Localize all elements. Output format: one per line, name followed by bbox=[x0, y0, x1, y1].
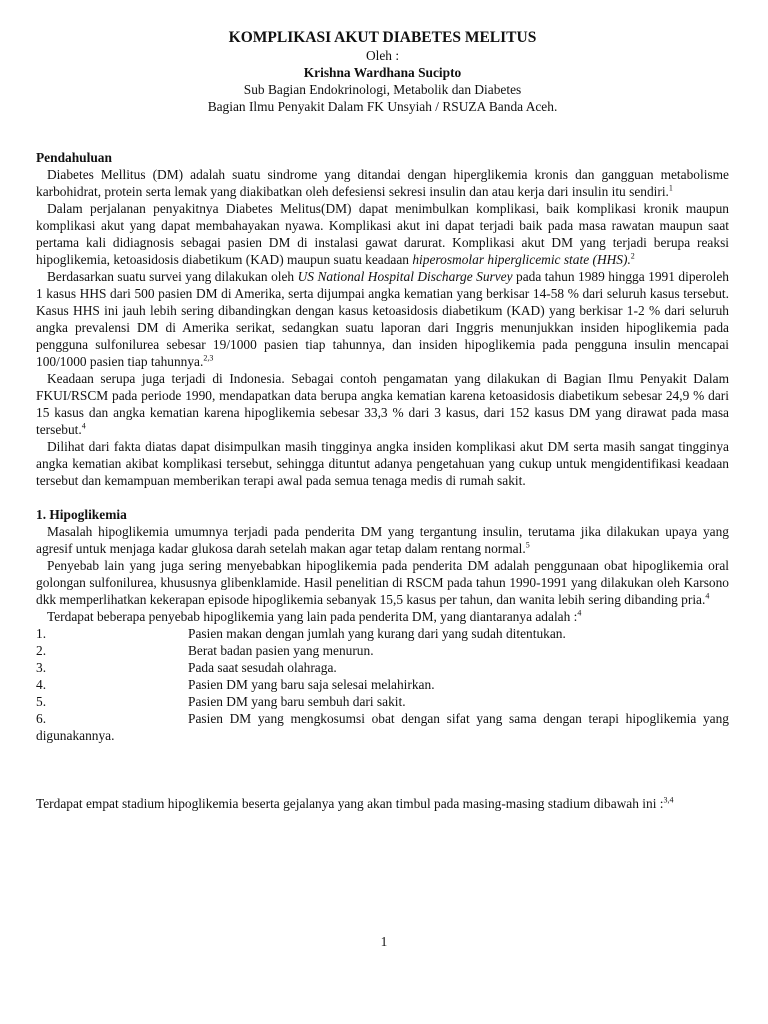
section-pendahuluan bbox=[36, 149, 729, 489]
reference-marker: 1 bbox=[668, 183, 673, 193]
paragraph: Keadaan serupa juga terjadi di Indonesia. Sebagai contoh pengamatan yang dilakukan di Bagian Ilmu Penyakit Dalam FKUI/RSCM pada periode 1990, mendapatkan data berupa angka kematian karena ketoasidosis diabetikum sebesar 24,9 % dari 15 kasus dan angka kematian karena hipoglikemia sebesar 33,3 % dari 3 kasus, dari 152 kasus DM yang dirawat pada masa tersebut.$^4$ bbox=[36, 371, 729, 437]
paragraph: Dilihat dari fakta diatas dapat disimpulkan masih tingginya angka insiden komplikasi akut DM serta masih sangat tingginya angka kematian akibat komplikasi tersebut, sehingga dituntut adanya pengetahuan yang cukup untuk mengidentifikasi keadaan tersebut dan kemampuan memberikan terapi awal pada semua tenaga medis di rumah sakit. bbox=[36, 439, 729, 488]
list-item: 3. Pada saat sesudah olahraga. bbox=[36, 660, 337, 675]
reference-marker: 5 bbox=[525, 540, 530, 550]
reference-marker: 4 bbox=[577, 608, 582, 618]
paragraph: Penyebab lain yang juga sering menyebabkan hipoglikemia pada penderita DM adalah penggunaan obat hipoglikemia oral golongan sulfonilurea, khususnya glibenklamide. Hasil penelitian di RSCM pada tahun 1990-1991 yang dilakukan oleh Karsono dkk memperlihatkan kekerapan episode hipoglikemia sebanyak 15,5 kasus per tahun, dan wanita lebih sering dibanding pria.$^4$ bbox=[36, 558, 729, 607]
section-heading: Pendahuluan bbox=[36, 150, 112, 165]
paragraph: Dalam perjalanan penyakitnya Diabetes Melitus(DM) dapat menimbulkan komplikasi, baik komplikasi kronik maupun komplikasi akut yang dapat membahayakan nyawa. Komplikasi akut ini dapat terjadi baik pada masa rawatan maupun saat pertama kali didiagnosis sebagai pasien DM di instalasi gawat darurat. Komplikasi akut DM yang terjadi berupa reaksi hipoglikemia, ketoasidosis diabetikum (KAD) maupun suatu keadaan hiperosmolar hiperglicemic state (HHS).$^2$ bbox=[36, 201, 729, 267]
affiliation-2: Bagian Ilmu Penyakit Dalam FK Unsyiah / RSUZA Banda Aceh. bbox=[207, 99, 558, 114]
list-item: 6. Pasien DM yang mengkosumsi obat dengan sifat yang sama dengan terapi hipoglikemia yang digunakannya. bbox=[36, 711, 729, 743]
list-item: 2. Berat badan pasien yang menurun. bbox=[36, 643, 374, 658]
document-header bbox=[36, 28, 729, 115]
document-page bbox=[36, 26, 729, 812]
cause-list bbox=[36, 625, 729, 744]
paragraph: Diabetes Mellitus (DM) adalah suatu sindrome yang ditandai dengan hiperglikemia kronis dan gangguan metabolisme karbohidrat, protein serta lemak yang diakibatkan oleh defesiensi sekresi insulin dan atau kerja dari insulin itu sendiri.$^1$ bbox=[36, 167, 729, 199]
reference-marker: 2 bbox=[630, 251, 635, 261]
section-hipoglikemia bbox=[36, 506, 729, 812]
paragraph: Berdasarkan suatu survei yang dilakukan oleh US National Hospital Discharge Survey pada tahun 1989 hingga 1991 diperoleh 1 kasus HHS dari 500 pasien DM di Amerika, serta dijumpai angka kematian yang berkisar 14-58 % dari seluruh kasus tersebut. Kasus HHS ini jauh lebih sering dibandingkan dengan kasus ketoasidosis diabetikum (KAD) yang berkisar 1-2 % dari seluruh angka prevalensi DM di Amerika serikat, sedangkan suatu laporan dari Inggris menunjukkan insiden hipoglikemia pada pengguna sulfonilurea sebesar 19/1000 pasien tiap tahunnya, dan insiden hipoglikemia pada pengguna insulin mencapai 100/1000 pasien tiap tahunnya.$^{2,3}$ bbox=[36, 269, 729, 369]
reference-marker: 4 bbox=[81, 421, 86, 431]
list-item: 5. Pasien DM yang baru sembuh dari sakit. bbox=[36, 694, 406, 709]
paragraph: Terdapat beberapa penyebab hipoglikemia yang lain pada penderita DM, yang diantaranya adalah :$^4$ bbox=[47, 608, 582, 624]
reference-marker: 4 bbox=[705, 591, 710, 601]
author-name: Krishna Wardhana Sucipto bbox=[303, 65, 462, 80]
affiliation-1: Sub Bagian Endokrinologi, Metabolik dan Diabetes bbox=[243, 82, 522, 97]
oleh-label: Oleh : bbox=[365, 48, 400, 63]
paragraph: Terdapat empat stadium hipoglikemia beserta gejalanya yang akan timbul pada masing-masing stadium dibawah ini :$^{3,4}$ bbox=[36, 795, 674, 811]
reference-marker: 3,4 bbox=[663, 795, 674, 805]
list-item: 1. Pasien makan dengan jumlah yang kurang dari yang sudah ditentukan. bbox=[36, 626, 566, 641]
document-title: KOMPLIKASI AKUT DIABETES MELITUS bbox=[228, 29, 537, 46]
page-number: 1 bbox=[380, 934, 388, 949]
paragraph: Masalah hipoglikemia umumnya terjadi pada penderita DM yang tergantung insulin, terutama jika dilakukan upaya yang agresif untuk menjaga kadar glukosa darah setelah makan agar tetap dalam rentang normal.$^5$ bbox=[36, 524, 729, 556]
list-item: 4. Pasien DM yang baru saja selesai melahirkan. bbox=[36, 677, 435, 692]
section-heading: 1. Hipoglikemia bbox=[36, 507, 127, 522]
reference-marker: 2,3 bbox=[203, 353, 214, 363]
